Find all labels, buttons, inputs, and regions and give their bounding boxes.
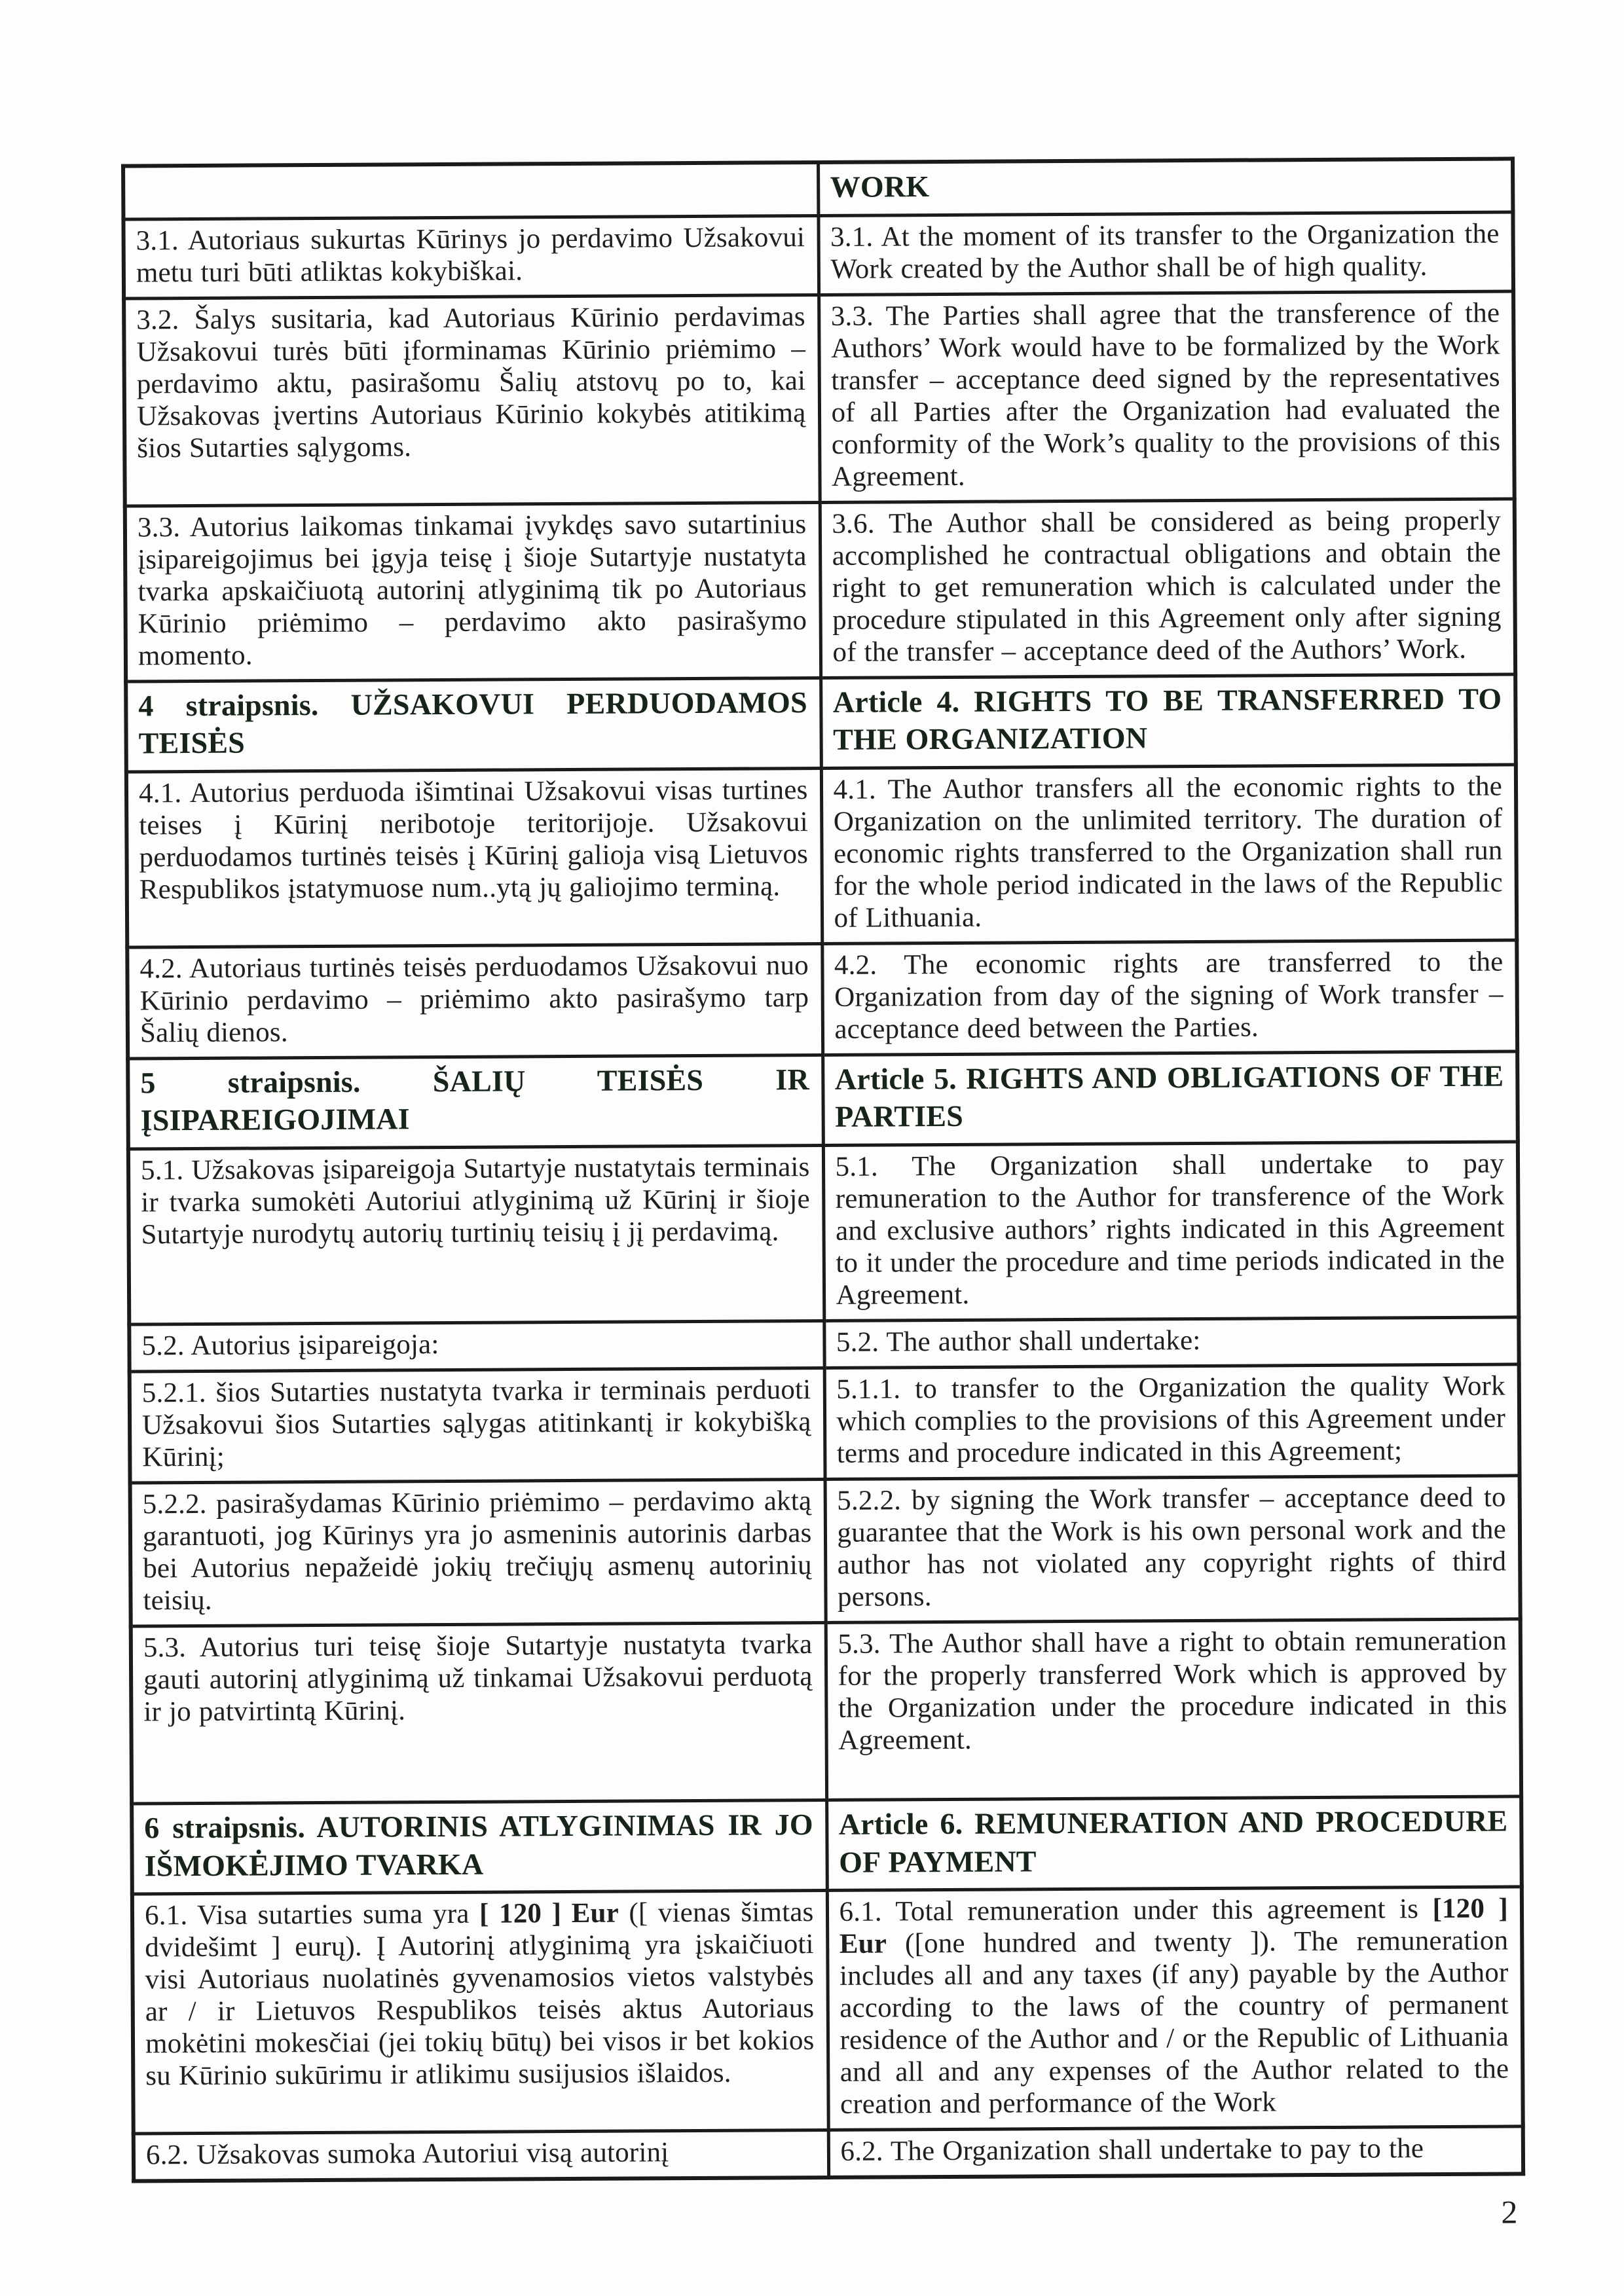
- table-row-clause-5-2-1: [130, 1364, 1520, 1483]
- table-row-clause-5-2: [129, 1317, 1519, 1372]
- cell-en-article-5-header: Article 5. RIGHTS AND OBLIGATIONS OF THE PARTIES: [822, 1051, 1518, 1146]
- cell-en-article-6-header: Article 6. REMUNERATION AND PROCEDURE OF PAYMENT: [826, 1796, 1522, 1891]
- remuneration-amount-lt: [ 120 ] Eur: [479, 1897, 619, 1929]
- table-row-article-6-header: [132, 1796, 1522, 1894]
- cell-lt-clause-6-1: [132, 1891, 828, 2134]
- cell-en-clause-5-2: 5.2. The author shall undertake:: [824, 1317, 1519, 1368]
- cell-lt-clause-5-2-1: 5.2.1. šios Sutarties nustatyta tvarka ir terminais perduoti Užsakovui šios Sutarties sąlygas atitinkantį ir kokybišką Kūrinį;: [130, 1368, 825, 1483]
- cell-en-clause-6-1: [827, 1887, 1523, 2130]
- cell-lt-article-5-header: 5 straipsnis. ŠALIŲ TEISĖS IR ĮSIPAREIGOJIMAI: [128, 1055, 823, 1149]
- cell-lt-clause-4-2: 4.2. Autoriaus turtinės teisės perduodamos Užsakovui nuo Kūrinio perdavimo – priėmimo akto pasirašymo tarp Šalių dienos.: [127, 943, 822, 1059]
- cell-en-clause-6-2: 6.2. The Organization shall undertake to pay to the: [828, 2126, 1523, 2178]
- cell-en-clause-5-2-2: 5.2.2. by signing the Work transfer – acceptance deed to guarantee that the Work is his own personal work and the author has not violated any copyright rights of third persons.: [825, 1476, 1521, 1623]
- cell-en-clause-3-3: 3.3. The Parties shall agree that the transference of the Authors’ Work would have to be formalized by the Work transfer – acceptance deed signed by the representatives of all Parties after the Organization had evaluated the conformity of the Work’s quality to the provisions of this Agreement.: [819, 291, 1515, 502]
- cell-en-clause-3-6: 3.6. The Author shall be considered as being properly accomplished he contractual obligations and obtain the right to get remuneration which is calculated under the procedure stipulated in this Agreement only after signing of the transfer – acceptance deed of the Authors’ Work.: [820, 499, 1515, 678]
- cell-en-article-4-header: Article 4. RIGHTS TO BE TRANSFERRED TO THE ORGANIZATION: [821, 674, 1516, 769]
- cell-lt-clause-5-1: 5.1. Užsakovas įsipareigoja Sutartyje nustatytais terminais ir tvarka sumokėti Autoriui atlyginimą už Kūrinį ir šioje Sutartyje nurodytų autorių turtinių teisių į jį perdavimą.: [128, 1145, 824, 1324]
- table-row-clause-3-3: [125, 499, 1515, 682]
- cell-lt-clause-6-2: 6.2. Užsakovas sumoka Autoriui visą autorinį: [134, 2130, 828, 2181]
- scanned-contract-page: [121, 156, 1526, 2238]
- table-row-work-header: [123, 158, 1513, 219]
- cell-lt-clause-5-2: 5.2. Autorius įsipareigoja:: [129, 1321, 824, 1372]
- cell-lt-article-4-header: 4 straipsnis. UŽSAKOVUI PERDUODAMOS TEISĖS: [126, 678, 821, 772]
- cell-en-clause-3-1: 3.1. At the moment of its transfer to the Organization the Work created by the Author shall be of high quality.: [818, 211, 1513, 295]
- cell-lt-clause-3-2: 3.2. Šalys susitaria, kad Autoriaus Kūrinio perdavimas Užsakovui turės būti įforminamas Kūrinio priėmimo – perdavimo aktu, pasirašomu Šalių atstovų po to, kai Užsakovas įvertins Autoriaus Kūrinio kokybės atitikimą šios Sutarties sąlygoms.: [124, 295, 820, 506]
- table-row-article-4-header: [126, 674, 1516, 772]
- table-row-clause-5-2-2: [130, 1476, 1521, 1626]
- cell-lt-clause-5-2-2: 5.2.2. pasirašydamas Kūrinio priėmimo – perdavimo aktą garantuoti, jog Kūrinys yra jo asmeninis autorinis darbas bei Autorius nepažeidė jokių trečiųjų asmenų autorinių teisių.: [130, 1479, 826, 1626]
- table-row-clause-3-1: [123, 211, 1513, 298]
- clause-6-1-en-text: 6.1. Total remuneration under this agreement is: [839, 1893, 1433, 1927]
- cell-en-clause-5-1: 5.1. The Organization shall undertake to pay remuneration to the Author for transference of the Work and exclusive authors’ rights indicated in this Agreement to it under the procedure and time periods indicated in the Agreement.: [823, 1142, 1519, 1321]
- cell-lt-work-header-empty: [123, 162, 818, 219]
- page-number: 2: [1501, 2193, 1518, 2231]
- clause-6-1-lt-text-cont: ([ vienas šimtas dvidešimt ] eurų). Į Autorinį atlyginimą yra įskaičiuoti visi Autoriaus nuolatinės gyvenamosios vietos valstybės ar / ir Lietuvos Respublikos teisės aktus Autoriaus mokėtini mokesčiai (jei tokių būtų) bei visos ir bet kokios su Kūrinio sukūrimu ir atlikimu susijusios išlaidos.: [145, 1897, 815, 2092]
- cell-lt-clause-5-3: 5.3. Autorius turi teisę šioje Sutartyje nustatyta tvarka gauti autorinį atlyginimą už tinkamai Užsakovui perduotą ir jo patvirtintą Kūrinį.: [131, 1623, 826, 1804]
- cell-en-clause-5-1-1: 5.1.1. to transfer to the Organization the quality Work which complies to the provisions of this Agreement under terms and procedure indicated in this Agreement;: [824, 1364, 1520, 1480]
- cell-en-clause-5-3: 5.3. The Author shall have a right to obtain remuneration for the properly transferred Work which is approved by the Organization under the procedure indicated in this Agreement.: [826, 1619, 1521, 1800]
- cell-lt-clause-4-1: 4.1. Autorius perduoda išimtinai Užsakovui visas turtines teises į Kūrinį neribotoje teritorijoje. Užsakovui perduodamos turtinės teisės į Kūrinį galioja visą Lietuvos Respublikos įstatymuose num..ytą jų galiojimo terminą.: [126, 768, 822, 947]
- table-row-clause-5-1: [128, 1142, 1519, 1324]
- table-row-clause-4-1: [126, 765, 1517, 947]
- cell-lt-clause-3-1: 3.1. Autoriaus sukurtas Kūrinys jo perdavimo Užsakovui metu turi būti atliktas kokybiškai.: [123, 215, 819, 299]
- table-row-article-5-header: [128, 1051, 1518, 1149]
- table-row-clause-6-1: [132, 1887, 1523, 2134]
- cell-en-work-header: WORK: [818, 158, 1513, 215]
- remuneration-amount-en: [120 ] Eur: [839, 1893, 1509, 1959]
- cell-en-clause-4-2: 4.2. The economic rights are transferred to the Organization from day of the signing of Work transfer – acceptance deed between the Parties.: [822, 940, 1517, 1055]
- cell-lt-article-6-header: 6 straipsnis. AUTORINIS ATLYGINIMAS IR JO IŠMOKĖJIMO TVARKA: [132, 1800, 827, 1895]
- cell-lt-clause-3-3: 3.3. Autorius laikomas tinkamai įvykdęs savo sutartinius įsipareigojimus bei įgyja teisę į šioje Sutartyje nustatyta tvarka apskaičiuotą autorinį atlyginimą tik po Autoriaus Kūrinio priėmimo – perdavimo akto pasirašymo momento.: [125, 502, 821, 682]
- cell-en-clause-4-1: 4.1. The Author transfers all the economic rights to the Organization on the unlimited territory. The duration of economic rights transferred to the Organization shall run for the whole period indicated in the laws of the Republic of Lithuania.: [821, 765, 1517, 944]
- clause-6-1-en-text-cont: ([one hundred and twenty ]). The remuneration includes all and any taxes (if any) payable by the Author according to the laws of the country of permanent residence of the Author and / or the Republic of Lithuania and all and any expenses of the Author related to the creation and performance of the Work: [839, 1925, 1509, 2121]
- table-row-clause-4-2: [127, 940, 1517, 1059]
- bilingual-contract-table: [121, 156, 1525, 2183]
- table-row-clause-3-2: [124, 291, 1515, 505]
- clause-6-1-lt-text: 6.1. Visa sutarties suma yra: [144, 1898, 480, 1931]
- table-row-clause-6-2: [134, 2126, 1523, 2181]
- table-row-clause-5-3: [131, 1619, 1521, 1804]
